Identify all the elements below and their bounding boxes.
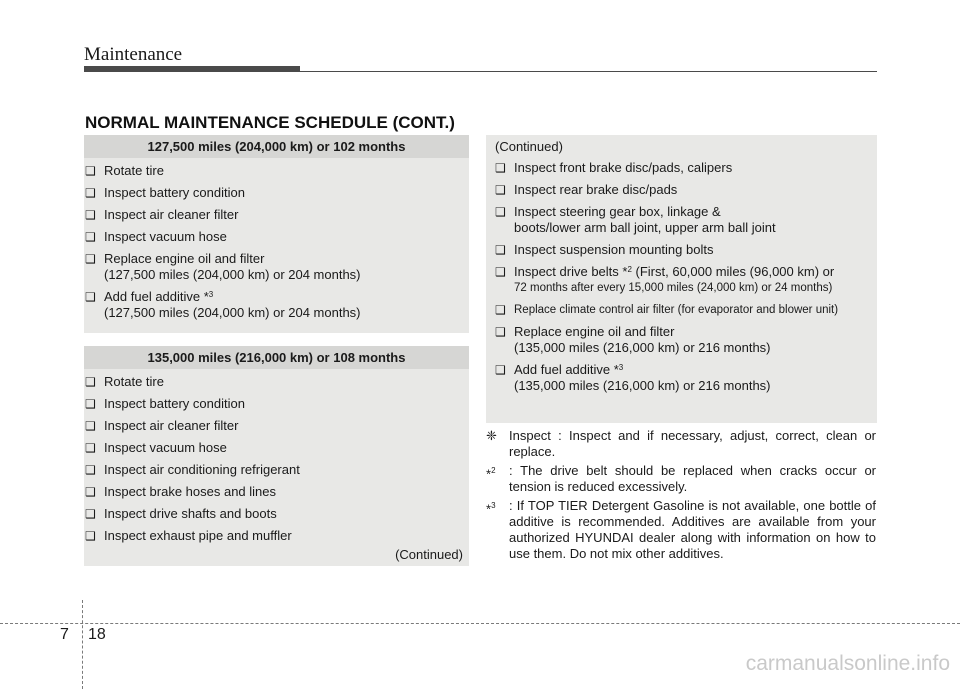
checkbox-icon: ❑: [495, 303, 506, 317]
continued-label: (Continued): [495, 139, 563, 154]
footer-rule: [0, 623, 960, 624]
checkbox-icon: ❑: [85, 186, 96, 200]
checklist-item: ❑ Rotate tire: [85, 163, 164, 178]
panel-heading: 127,500 miles (204,000 km) or 102 months: [84, 135, 469, 158]
checkbox-icon: ❑: [495, 161, 506, 175]
checklist-item: ❑ Inspect air cleaner filter: [85, 207, 239, 222]
note-inspect: ❈ Inspect : Inspect and if necessary, adjust, correct, clean or replace.: [486, 428, 876, 459]
checkbox-icon: ❑: [85, 290, 96, 304]
page-header-title: Maintenance: [84, 44, 183, 65]
chapter-number: 7: [60, 626, 69, 643]
inspect-mark-icon: ❈: [486, 428, 497, 443]
checklist-item: ❑ Add fuel additive *$^3$ (135,000 miles (216,000 km) or 216 months): [495, 362, 771, 393]
panel-heading: 135,000 miles (216,000 km) or 108 months: [84, 346, 469, 369]
checkbox-icon: ❑: [85, 164, 96, 178]
checklist-item: ❑ Inspect exhaust pipe and muffler: [85, 528, 292, 543]
note-3: *$^3$ : If TOP TIER Detergent Gasoline is not available, one bottle of additive is recommended. Additives are available from your authorized HYUNDAI dealer along with information on how to use them. Do not mix other additives.: [486, 498, 876, 561]
checkbox-icon: ❑: [85, 252, 96, 266]
schedule-panel-127500: [84, 135, 469, 333]
checklist-item: ❑ Replace climate control air filter (for evaporator and blower unit): [495, 303, 839, 317]
checklist-item: ❑ Add fuel additive *$^3$ (127,500 miles (204,000 km) or 204 months): [85, 289, 361, 320]
checkbox-icon: ❑: [495, 205, 506, 219]
watermark-logo: carmanualsonline.info: [745, 652, 950, 675]
checklist-item: ❑ Inspect drive belts *$^2$ (First, 60,000 miles (96,000 km) or 72 months after every 15,000 miles (24,000 km) or 24 months): [495, 264, 835, 294]
checklist-item: ❑ Inspect battery condition: [85, 185, 245, 200]
checkbox-icon: ❑: [85, 397, 96, 411]
footnotes: [486, 428, 876, 565]
checklist-item: ❑ Inspect drive shafts and boots: [85, 506, 277, 521]
page-number: 18: [88, 626, 106, 643]
checkbox-icon: ❑: [85, 375, 96, 389]
checklist-item: ❑ Inspect battery condition: [85, 396, 245, 411]
section-title: NORMAL MAINTENANCE SCHEDULE (CONT.): [85, 113, 455, 132]
schedule-panel-continued: [486, 135, 877, 423]
checkbox-icon: ❑: [495, 243, 506, 257]
footer-divider: [82, 600, 83, 689]
checkbox-icon: ❑: [85, 529, 96, 543]
checkbox-icon: ❑: [85, 208, 96, 222]
checklist-item: ❑ Inspect suspension mounting bolts: [495, 242, 714, 257]
note-2: *$^2$ : The drive belt should be replaced when cracks occur or tension is reduced excessively.: [486, 463, 876, 494]
checkbox-icon: ❑: [85, 441, 96, 455]
checkbox-icon: ❑: [85, 419, 96, 433]
checkbox-icon: ❑: [85, 485, 96, 499]
continued-label: (Continued): [395, 547, 463, 562]
checkbox-icon: ❑: [495, 265, 506, 279]
checklist-item: ❑ Inspect rear brake disc/pads: [495, 182, 678, 197]
checklist-item: ❑ Replace engine oil and filter (135,000 miles (216,000 km) or 216 months): [495, 324, 771, 355]
header-bar: [84, 66, 300, 72]
checklist-item: ❑ Replace engine oil and filter (127,500 miles (204,000 km) or 204 months): [85, 251, 361, 282]
checkbox-icon: ❑: [495, 363, 506, 377]
checklist-item: ❑ Inspect air conditioning refrigerant: [85, 462, 300, 477]
checklist-item: ❑ Inspect vacuum hose: [85, 229, 227, 244]
checklist-item: ❑ Inspect air cleaner filter: [85, 418, 239, 433]
checkbox-icon: ❑: [85, 230, 96, 244]
checklist-item: ❑ Rotate tire: [85, 374, 164, 389]
checklist-item: ❑ Inspect front brake disc/pads, calipers: [495, 160, 733, 175]
checklist-item: ❑ Inspect steering gear box, linkage & boots/lower arm ball joint, upper arm ball joint: [495, 204, 776, 235]
checklist-item: ❑ Inspect brake hoses and lines: [85, 484, 276, 499]
checkbox-icon: ❑: [495, 183, 506, 197]
schedule-panel-135000: [84, 346, 469, 566]
checkbox-icon: ❑: [85, 507, 96, 521]
header-rule: [300, 71, 877, 72]
checkbox-icon: ❑: [495, 325, 506, 339]
checklist-item: ❑ Inspect vacuum hose: [85, 440, 227, 455]
checkbox-icon: ❑: [85, 463, 96, 477]
